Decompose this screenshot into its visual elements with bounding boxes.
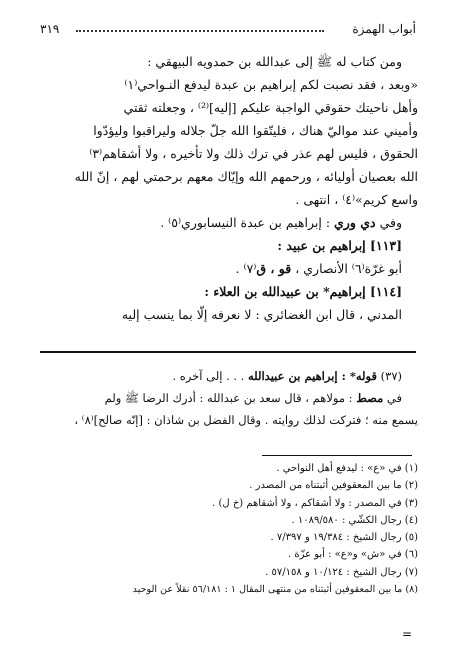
running-header — [40, 22, 416, 38]
footnote: (٦) في «ش» و«ع» : أبو عزّة . — [287, 549, 418, 561]
entry-text: : إبراهيم بن عبدة النيسابوري⁽٥⁾ . — [160, 215, 331, 230]
commentary-heading — [38, 365, 418, 387]
entry-text: أبو غرّة⁽٦⁾ الأنصاري ، — [295, 261, 402, 276]
footnote: (٥) رجال الشيخ : ١٩/٣٨٤ و ٧/٣٩٧ . — [270, 532, 418, 544]
commentary-divider — [40, 351, 416, 353]
commentary-text: في — [386, 391, 402, 405]
body-line: واسع كريم»⁽٤⁾ ، انتهى . — [295, 192, 418, 207]
footnote: (٧) رجال الشيخ : ١٠/١٢٤ و ٥٧/١٥٨ . — [265, 566, 418, 578]
commentary-line — [38, 387, 418, 409]
commentary-text: : مولاهم ، قال سعد بن عبدالله : أدرك الرضا ﷺ ولم — [104, 391, 353, 405]
commentary-number: (٣٧) — [380, 369, 402, 383]
footnote-ref: ⁽١⁾ — [124, 77, 138, 92]
entry-detail-line — [38, 303, 418, 326]
body-line-text: «وبعد ، فقد نصبت لكم إبراهيم بن عبدة ليدفع النـواحي — [137, 77, 418, 92]
body-line — [38, 73, 418, 96]
entry-source-line — [38, 211, 418, 234]
main-text — [38, 50, 418, 326]
footnote: (٢) ما بين المعقوفين أثبتناه من المصدر . — [249, 480, 418, 492]
footnote: (٣) في المصدر : ولا أشقاكم ، ولا أشقاهم (خ ل) . — [212, 497, 418, 509]
source-siglum: قو ، ق — [256, 261, 292, 276]
footnotes — [38, 460, 418, 598]
entry-detail-line — [38, 257, 418, 280]
source-siglum: دي وري — [334, 215, 376, 230]
commentary-line: يسمع منه ؛ فتركت لذلك روايته . وقال الفضل بن شاذان : [إنّه صالح]⁽٨⁾ ، — [74, 413, 418, 427]
source-siglum: مصط — [356, 391, 384, 405]
body-line: وأهل ناحيتك حقوقي الواجبة عليكم [إليه]⁽²⁾ ، وجعلته ثقتي — [123, 100, 418, 115]
entry-heading-114 — [38, 280, 418, 303]
body-line: الحقوق ، فليس لهم عذر في ترك ذلك ولا تأخيره ، ولا أشقاهم⁽٣⁾ — [89, 146, 418, 161]
entry-text: المدني ، قال ابن الغضائري : لا نعرفه إلّا بما ينسب إليه — [121, 307, 402, 322]
entry-title: [١١٣] إبراهيم بن عبيد : — [277, 238, 402, 253]
commentary-lemma: قوله* : إبراهيم بن عبيدالله — [248, 369, 377, 383]
entry-heading-113 — [38, 234, 418, 257]
footnote: (٨) ما بين المعقوفين أثبتناه من منتهى المقال ١ : ٥٦/١٨١ نقلاً عن الوحيد — [132, 584, 418, 596]
commentary-text: . . . إلى آخره . — [172, 369, 245, 383]
header-dot-leader — [76, 30, 324, 32]
commentary-block — [38, 365, 418, 431]
page-number: ٣١٩ — [40, 22, 60, 36]
entry-text: وفي — [379, 215, 402, 230]
body-line: ومن كتاب له ﷺ إلى عبدالله بن حمدويه البيهقي : — [147, 54, 402, 69]
running-title: أبواب الهمزة — [352, 22, 416, 36]
footnote-divider — [262, 455, 412, 456]
body-line: وأميني عند مواليّ هناك ، فليتّقوا الله جلّ جلاله وليراقبوا وليؤدّوا — [93, 123, 418, 138]
footnote: (١) في «ع» : ليدفع أهل النواحي . — [276, 463, 418, 474]
footnote: (٤) رجال الكشّي : ١٠٨٩/٥٨٠ . — [291, 514, 418, 526]
continuation-mark: = — [401, 627, 412, 641]
body-line: الله بعصيان أوليائه ، ورحمهم الله وإيّاك معهم برحمتي لهم ، إنّ الله — [74, 169, 418, 184]
entry-text: ⁽٧⁾ . — [235, 261, 257, 276]
entry-title: [١١٤] إبراهيم* بن عبيدالله بن العلاء : — [204, 284, 402, 299]
